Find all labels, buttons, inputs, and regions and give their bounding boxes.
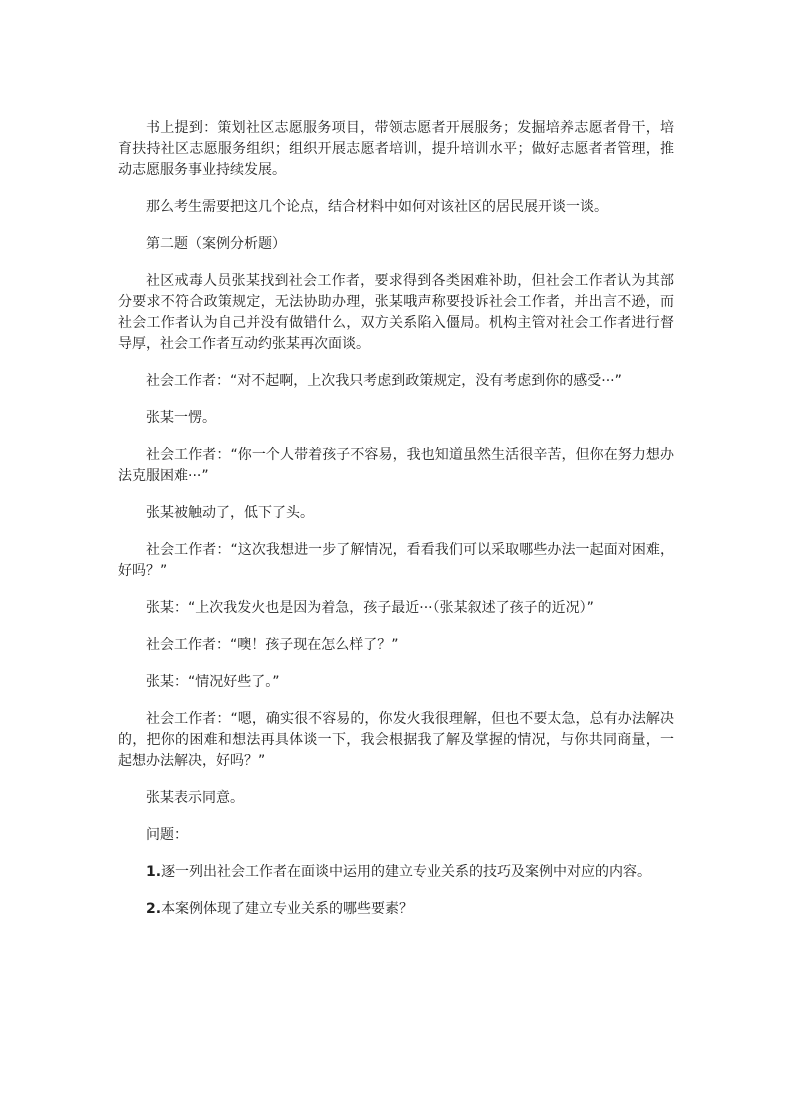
- dialogue-line-8: 张某：“情况好些了。”: [146, 674, 280, 690]
- question-text-1: 逐一列出社会工作者在面谈中运用的建立专业关系的技巧及案例中对应的内容。: [161, 864, 652, 880]
- paragraph-book-summary: 书上提到：策划社区志愿服务项目，带领志愿者开展服务；发掘培养志愿者骨干，培育扶持社区志愿服务组织；组织开展志愿者培训，提升培训水平；做好志愿者者管理，推动志愿服务事业持续发展。: [118, 120, 674, 178]
- dialogue-line-1: 社会工作者：“对不起啊，上次我只考虑到政策规定，没有考虑到你的感受···”: [146, 373, 622, 389]
- question-number-1: 1.: [146, 864, 162, 880]
- question-item-2: [118, 899, 674, 920]
- dialogue-line-4: 张某被触动了，低下了头。: [146, 505, 314, 521]
- dialogue-line-10: 张某表示同意。: [146, 790, 244, 806]
- section-heading-question-2: 第二题（案例分析题）: [146, 236, 286, 252]
- dialogue-line-2: 张某一愣。: [146, 410, 216, 426]
- dialogue-line-6: 张某：“上次我发火也是因为着急，孩子最近···（张某叙述了孩子的近况）”: [146, 600, 594, 616]
- paragraph-exam-advice: 那么考生需要把这几个论点，结合材料中如何对该社区的居民展开谈一谈。: [146, 199, 608, 215]
- dialogue-line-5: 社会工作者：“这次我想进一步了解情况，看看我们可以采取哪些办法一起面对困难，好吗？”: [118, 542, 674, 579]
- document-body: [118, 118, 674, 936]
- question-number-2: 2.: [146, 901, 162, 917]
- dialogue-line-9: 社会工作者：“嗯，确实很不容易的，你发火我很理解，但也不要太急，总有办法解决的，把你的困难和想法再具体谈一下，我会根据我了解及掌握的情况，与你共同商量，一起想办法解决，好吗？”: [118, 711, 674, 769]
- question-item-1: [118, 862, 674, 883]
- dialogue-line-3: 社会工作者：“你一个人带着孩子不容易，我也知道虽然生活很辛苦，但你在努力想办法克服困难···”: [118, 447, 674, 484]
- question-text-2: 本案例体现了建立专业关系的哪些要素？: [161, 901, 414, 917]
- questions-heading: 问题：: [146, 827, 188, 843]
- paragraph-case-background: 社区戒毒人员张某找到社会工作者，要求得到各类困难补助，但社会工作者认为其部分要求不符合政策规定，无法协助办理，张某哦声称要投诉社会工作者，并出言不逊，而社会工作者认为自己并没有做错什么，双方关系陷入僵局。机构主管对社会工作者进行督导厚，社会工作者互动约张某再次面谈。: [118, 273, 674, 352]
- dialogue-line-7: 社会工作者：“噢！孩子现在怎么样了？”: [146, 637, 399, 653]
